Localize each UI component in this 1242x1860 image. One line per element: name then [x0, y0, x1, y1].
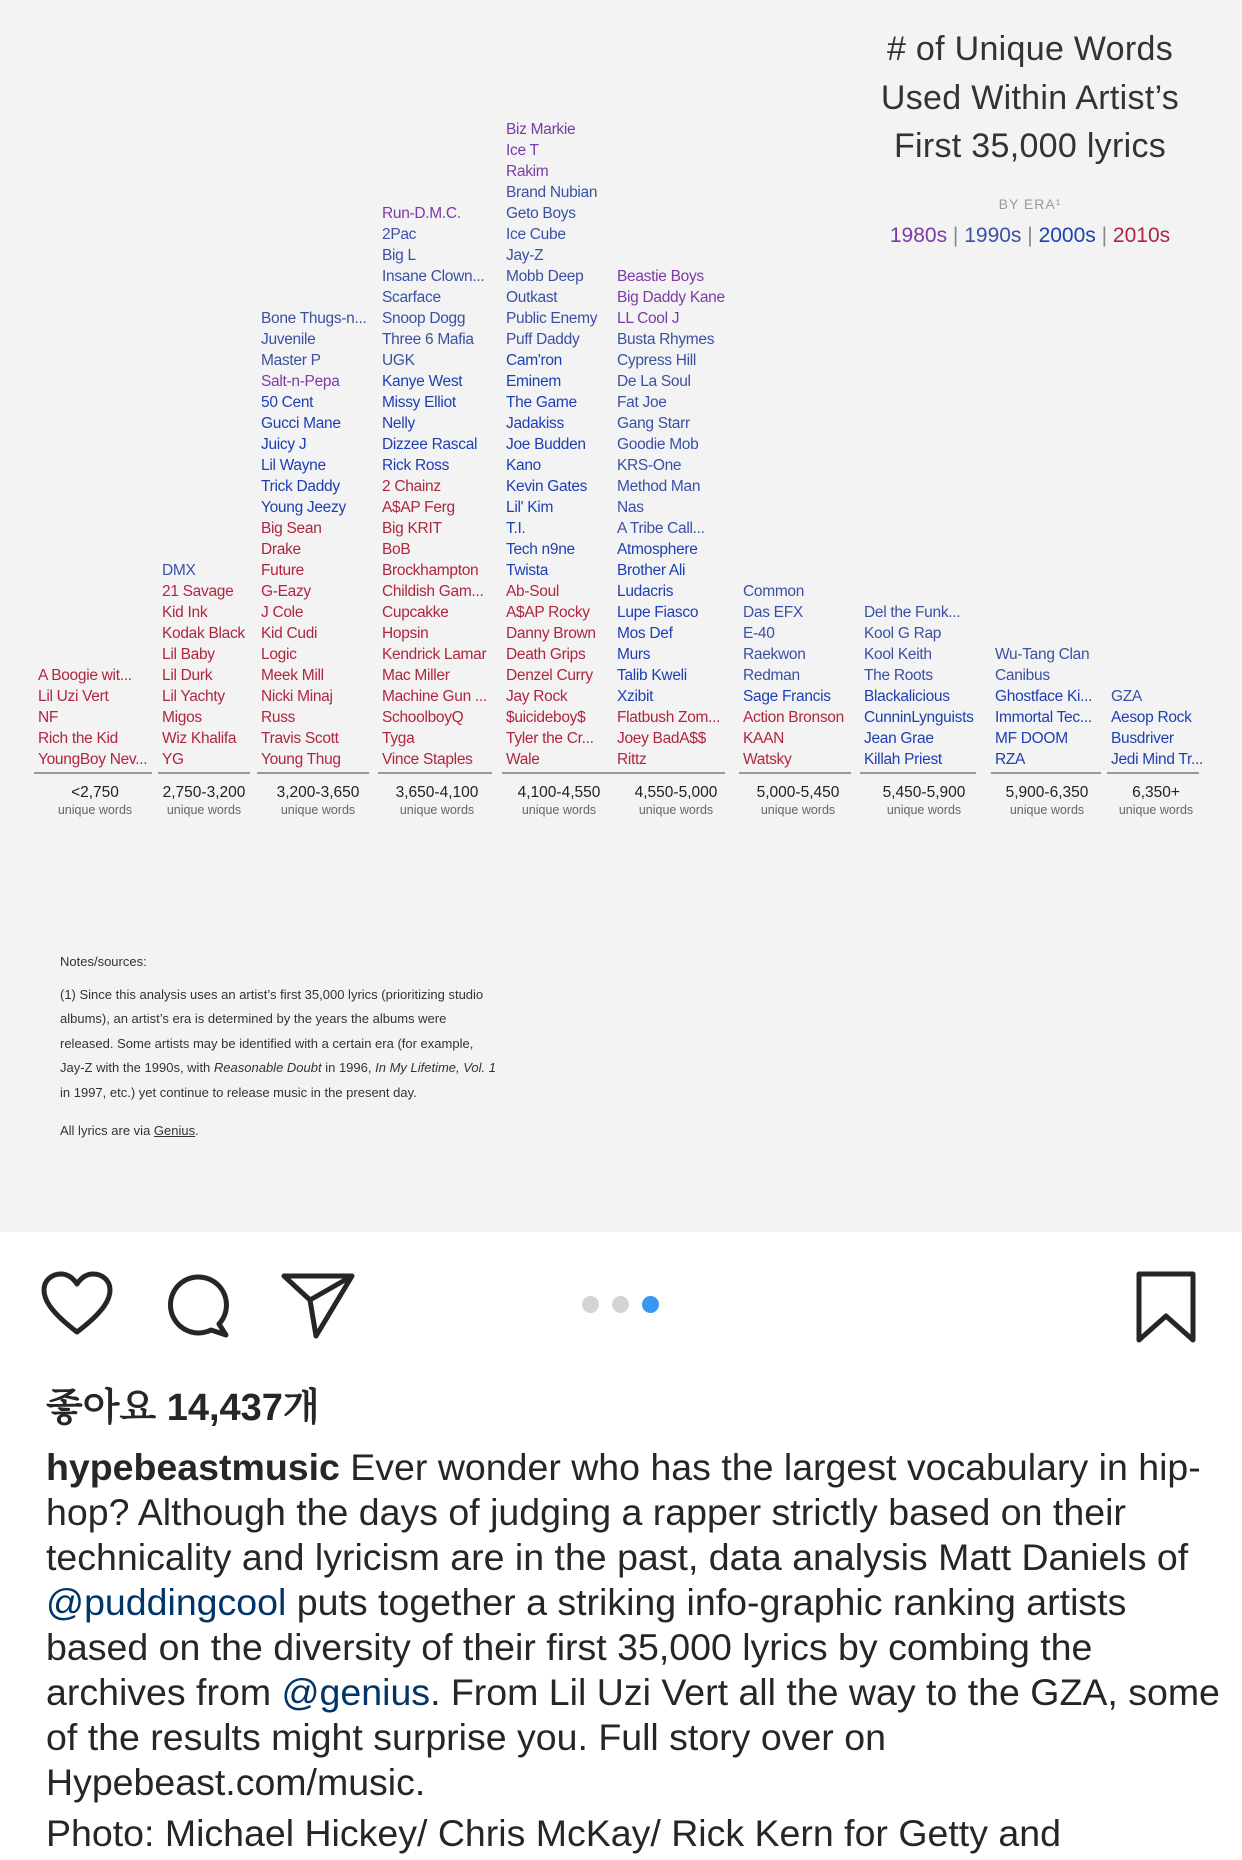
artist-name: Atmosphere	[617, 541, 698, 558]
bucket-baseline	[991, 772, 1101, 774]
artist-name: Machine Gun ...	[382, 688, 487, 705]
artist-name: A Boogie wit...	[38, 667, 132, 684]
artist-name: Brother Ali	[617, 562, 686, 579]
artist-name: Tyler the Cr...	[506, 730, 594, 747]
bucket-baseline	[257, 772, 369, 774]
artist-name: Juvenile	[261, 331, 316, 348]
artist-name: Insane Clown...	[382, 268, 485, 285]
artist-name: Travis Scott	[261, 730, 339, 747]
range-value: <2,750	[71, 784, 119, 801]
artist-name: YG	[162, 751, 184, 768]
artist-list	[261, 308, 393, 770]
artist-name: DMX	[162, 562, 196, 579]
notes-heading: Notes/sources:	[60, 954, 147, 969]
bucket-range-label	[620, 783, 732, 818]
bucket-range-label	[992, 783, 1102, 818]
comment-icon[interactable]	[164, 1272, 232, 1340]
artist-name: Joe Budden	[506, 436, 586, 453]
bucket-range-label	[502, 783, 616, 818]
artist-name: Ludacris	[617, 583, 674, 600]
artist-name: A$AP Ferg	[382, 499, 455, 516]
artist-name: Eminem	[506, 373, 562, 390]
artist-name: Kid Cudi	[261, 625, 318, 642]
bucket-baseline	[34, 772, 152, 774]
artist-name: 2Pac	[382, 226, 417, 243]
artist-name: Ghostface Ki...	[995, 688, 1093, 705]
artist-name: LL Cool J	[617, 310, 680, 327]
artist-name: CunninLynguists	[864, 709, 974, 726]
artist-name: GZA	[1111, 688, 1142, 705]
bucket-column	[382, 0, 514, 770]
chart-title-line-2: Used Within Artist’s	[880, 79, 1180, 117]
artist-name: Flatbush Zom...	[617, 709, 721, 726]
photo-credit: Photo: Michael Hickey/ Chris McKay/ Rick Kern for Getty and	[46, 1812, 1061, 1854]
artist-name: Migos	[162, 709, 202, 726]
artist-name: Immortal Tec...	[995, 709, 1092, 726]
artist-name: Beastie Boys	[617, 268, 704, 285]
mention-genius[interactable]: @genius	[281, 1671, 431, 1713]
artist-name: Lupe Fiasco	[617, 604, 699, 621]
notes-sources	[60, 950, 500, 1144]
artist-name: Wale	[506, 751, 540, 768]
artist-name: NF	[38, 709, 59, 726]
chart-title-line-1: # of Unique Words	[886, 30, 1174, 68]
artist-name: Redman	[743, 667, 800, 684]
artist-name: Kevin Gates	[506, 478, 588, 495]
artist-name: Biz Markie	[506, 121, 576, 138]
artist-name: SchoolboyQ	[382, 709, 464, 726]
artist-name: Lil Baby	[162, 646, 215, 663]
bucket-range-label	[158, 783, 250, 818]
artist-name: Big L	[382, 247, 416, 264]
range-value: 5,000-5,450	[756, 784, 840, 801]
artist-name: Jay Rock	[506, 688, 568, 705]
range-unit: unique words	[166, 803, 242, 817]
artist-name: Russ	[261, 709, 296, 726]
artist-name: Blackalicious	[864, 688, 950, 705]
artist-name: Twista	[506, 562, 549, 579]
bucket-baseline	[502, 772, 616, 774]
artist-name: The Roots	[864, 667, 933, 684]
artist-name: Logic	[261, 646, 297, 663]
artist-name: Big Daddy Kane	[617, 289, 725, 306]
range-unit: unique words	[886, 803, 962, 817]
range-value: 2,750-3,200	[162, 784, 246, 801]
artist-name: KAAN	[743, 730, 785, 747]
artist-name: Kanye West	[382, 373, 463, 390]
artist-name: Mac Miller	[382, 667, 450, 684]
artist-name: Lil Wayne	[261, 457, 326, 474]
bucket-column	[38, 0, 170, 770]
artist-name: Lil Yachty	[162, 688, 225, 705]
artist-list	[382, 203, 514, 770]
bucket-baseline	[613, 772, 725, 774]
artist-name: YoungBoy Nev...	[38, 751, 148, 768]
bucket-range-label	[1110, 783, 1202, 818]
artist-name: Lil' Kim	[506, 499, 554, 516]
artist-name: Sage Francis	[743, 688, 831, 705]
artist-name: Brand Nubian	[506, 184, 598, 201]
artist-name: T.I.	[506, 520, 526, 537]
artist-name: Aesop Rock	[1111, 709, 1192, 726]
bucket-baseline	[158, 772, 250, 774]
likes-count[interactable]: 좋아요 14,437개	[46, 1387, 320, 1429]
artist-name: Drake	[261, 541, 301, 558]
artist-list	[617, 266, 749, 770]
legend-1990s: 1990s	[964, 224, 1022, 247]
artist-name: Canibus	[995, 667, 1050, 684]
artist-name: 21 Savage	[162, 583, 234, 600]
artist-name: BoB	[382, 541, 411, 558]
bucket-column	[743, 0, 875, 770]
artist-name: Jadakiss	[506, 415, 564, 432]
artist-name: Master P	[261, 352, 321, 369]
artist-name: Xzibit	[617, 688, 654, 705]
artist-name: Salt-n-Pepa	[261, 373, 340, 390]
heart-icon[interactable]	[40, 1270, 114, 1338]
artist-name: Gang Starr	[617, 415, 690, 432]
range-unit: unique words	[280, 803, 356, 817]
artist-name: Busdriver	[1111, 730, 1174, 747]
artist-name: Puff Daddy	[506, 331, 580, 348]
legend-2010s: 2010s	[1112, 224, 1171, 247]
artist-name: Fat Joe	[617, 394, 667, 411]
artist-name: Jean Grae	[864, 730, 934, 747]
artist-name: Talib Kweli	[617, 667, 687, 684]
artist-name: Young Thug	[261, 751, 341, 768]
bucket-range-label	[36, 783, 154, 818]
artist-name: The Game	[506, 394, 577, 411]
artist-list	[864, 602, 996, 770]
artist-name: Brockhampton	[382, 562, 479, 579]
artist-name: Danny Brown	[506, 625, 596, 642]
legend-2000s: 2000s	[1038, 224, 1096, 247]
range-value: 5,900-6,350	[1005, 784, 1089, 801]
artist-name: Jay-Z	[506, 247, 544, 264]
artist-name: Busta Rhymes	[617, 331, 715, 348]
range-value: 5,450-5,900	[882, 784, 966, 801]
artist-name: E-40	[743, 625, 775, 642]
artist-list	[743, 581, 875, 770]
artist-name: De La Soul	[617, 373, 691, 390]
range-value: 4,100-4,550	[517, 784, 601, 801]
artist-name: Rick Ross	[382, 457, 450, 474]
artist-name: Goodie Mob	[617, 436, 699, 453]
artist-name: 2 Chainz	[382, 478, 441, 495]
artist-name: Outkast	[506, 289, 558, 306]
artist-name: G-Eazy	[261, 583, 311, 600]
artist-name: Ab-Soul	[506, 583, 560, 600]
era-label: BY ERA¹	[998, 196, 1062, 212]
range-unit: unique words	[521, 803, 597, 817]
range-value: 3,200-3,650	[276, 784, 360, 801]
range-value: 6,350+	[1132, 784, 1180, 801]
artist-name: Murs	[617, 646, 651, 663]
mention-puddingcool[interactable]: @puddingcool	[46, 1581, 287, 1623]
artist-name: A Tribe Call...	[617, 520, 705, 537]
artist-name: Big KRIT	[382, 520, 442, 537]
carousel-dot-2	[612, 1296, 629, 1313]
artist-name: Kool G Rap	[864, 625, 942, 642]
artist-name: Snoop Dogg	[382, 310, 466, 327]
artist-name: $uicideboy$	[506, 709, 586, 726]
artist-name: Rich the Kid	[38, 730, 118, 747]
artist-name: Kodak Black	[162, 625, 245, 642]
artist-name: Public Enemy	[506, 310, 598, 327]
artist-name: Watsky	[743, 751, 792, 768]
artist-name: Das EFX	[743, 604, 803, 621]
artist-name: Rakim	[506, 163, 549, 180]
artist-name: Nas	[617, 499, 644, 516]
artist-name: Young Jeezy	[261, 499, 346, 516]
artist-name: KRS-One	[617, 457, 682, 474]
artist-name: Jedi Mind Tr...	[1111, 751, 1203, 768]
artist-name: Cam'ron	[506, 352, 562, 369]
bucket-column	[261, 0, 393, 770]
artist-name: Raekwon	[743, 646, 806, 663]
artist-name: Method Man	[617, 478, 701, 495]
artist-name: Scarface	[382, 289, 441, 306]
carousel-dot-1	[582, 1296, 599, 1313]
bucket-range-label	[866, 783, 982, 818]
bucket-range-label	[380, 783, 494, 818]
artist-list	[995, 644, 1127, 770]
legend-1980s: 1980s	[889, 224, 948, 247]
artist-name: Hopsin	[382, 625, 429, 642]
artist-name: Mos Def	[617, 625, 673, 642]
bucket-baseline	[378, 772, 492, 774]
artist-name: Common	[743, 583, 805, 600]
range-value: 4,550-5,000	[634, 784, 718, 801]
range-unit: unique words	[760, 803, 836, 817]
artist-name: Ice Cube	[506, 226, 566, 243]
artist-name: RZA	[995, 751, 1026, 768]
range-unit: unique words	[399, 803, 475, 817]
bucket-range-label	[742, 783, 854, 818]
artist-list	[1111, 686, 1242, 770]
artist-name: Big Sean	[261, 520, 322, 537]
artist-name: Nelly	[382, 415, 415, 432]
artist-name: Vince Staples	[382, 751, 473, 768]
artist-name: Kool Keith	[864, 646, 932, 663]
artist-name: Meek Mill	[261, 667, 324, 684]
artist-name: Kano	[506, 457, 541, 474]
artist-name: Action Bronson	[743, 709, 844, 726]
bucket-baseline	[739, 772, 851, 774]
artist-name: Gucci Mane	[261, 415, 341, 432]
artist-name: Childish Gam...	[382, 583, 484, 600]
artist-name: Tyga	[382, 730, 415, 747]
artist-name: Kid Ink	[162, 604, 208, 621]
artist-name: Missy Elliot	[382, 394, 456, 411]
artist-name: J Cole	[261, 604, 304, 621]
artist-name: Mobb Deep	[506, 268, 584, 285]
artist-name: Lil Durk	[162, 667, 213, 684]
artist-name: Geto Boys	[506, 205, 576, 222]
carousel-dot-active	[642, 1296, 659, 1313]
send-icon[interactable]	[280, 1270, 356, 1340]
bucket-column	[995, 0, 1127, 770]
artist-name: Trick Daddy	[261, 478, 340, 495]
notes-body: (1) Since this analysis uses an artist’s first 35,000 lyrics (prioritizing studio albums), an artist’s era is determined by the years the albums were released. Some artists may be identified with a certain era (for example, Jay-Z with the 1990s, with Reasonable Doubt in 1996, In My Lifetime, Vol. 1 in 1997, etc.) yet continue to release music in the present day.	[60, 986, 497, 1100]
artist-name: Killah Priest	[864, 751, 942, 768]
artist-name: Joey BadA$$	[617, 730, 706, 747]
artist-name: Cupcakke	[382, 604, 449, 621]
artist-name: Wiz Khalifa	[162, 730, 237, 747]
genius-link[interactable]: Genius	[153, 1123, 196, 1138]
artist-name: Lil Uzi Vert	[38, 688, 109, 705]
bucket-range-label	[262, 783, 374, 818]
artist-name: Death Grips	[506, 646, 586, 663]
range-unit: unique words	[638, 803, 714, 817]
artist-name: Bone Thugs-n...	[261, 310, 367, 327]
artist-name: Wu-Tang Clan	[995, 646, 1090, 663]
artist-name: Dizzee Rascal	[382, 436, 478, 453]
bucket-column	[1111, 0, 1242, 770]
artist-list	[38, 665, 170, 770]
artist-name: Ice T	[506, 142, 539, 159]
caption-username[interactable]: hypebeastmusic	[46, 1446, 340, 1488]
range-unit: unique words	[1009, 803, 1085, 817]
artist-name: Three 6 Mafia	[382, 331, 474, 348]
bucket-column	[617, 0, 749, 770]
chart-title-line-3: First 35,000 lyrics	[893, 127, 1167, 165]
notes-lyrics-source: All lyrics are via Genius.	[60, 1123, 199, 1138]
era-legend: 1980s | 1990s | 2000s | 2010s	[889, 224, 1171, 247]
artist-name: 50 Cent	[261, 394, 314, 411]
bucket-baseline	[860, 772, 976, 774]
artist-name: Tech n9ne	[506, 541, 575, 558]
artist-name: MF DOOM	[995, 730, 1068, 747]
post-caption: hypebeastmusic Ever wonder who has the largest vocabulary in hip-hop? Although the days of judging a rapper strictly based on their technicality and lyricism are in the past, data analysis Matt Daniels of @puddingcool puts together a striking info-graphic ranking artists based on the diversity of their first 35,000 lyrics by combing the archives from @genius. From Lil Uzi Vert all the way to the GZA, some of the results might surprise you. Full story over on Hypebeast.com/music.	[46, 1446, 1220, 1803]
artist-name: Kendrick Lamar	[382, 646, 487, 663]
artist-name: Del the Funk...	[864, 604, 961, 621]
artist-name: Run-D.M.C.	[382, 205, 461, 222]
artist-name: Future	[261, 562, 304, 579]
bookmark-icon[interactable]	[1134, 1270, 1198, 1344]
range-unit: unique words	[57, 803, 133, 817]
artist-name: Cypress Hill	[617, 352, 697, 369]
artist-name: Juicy J	[261, 436, 307, 453]
range-value: 3,650-4,100	[395, 784, 479, 801]
artist-name: UGK	[382, 352, 415, 369]
artist-name: Nicki Minaj	[261, 688, 333, 705]
artist-name: Rittz	[617, 751, 647, 768]
artist-name: A$AP Rocky	[506, 604, 590, 621]
artist-name: Denzel Curry	[506, 667, 593, 684]
range-unit: unique words	[1118, 803, 1194, 817]
bucket-baseline	[1107, 772, 1199, 774]
bucket-column	[864, 0, 996, 770]
